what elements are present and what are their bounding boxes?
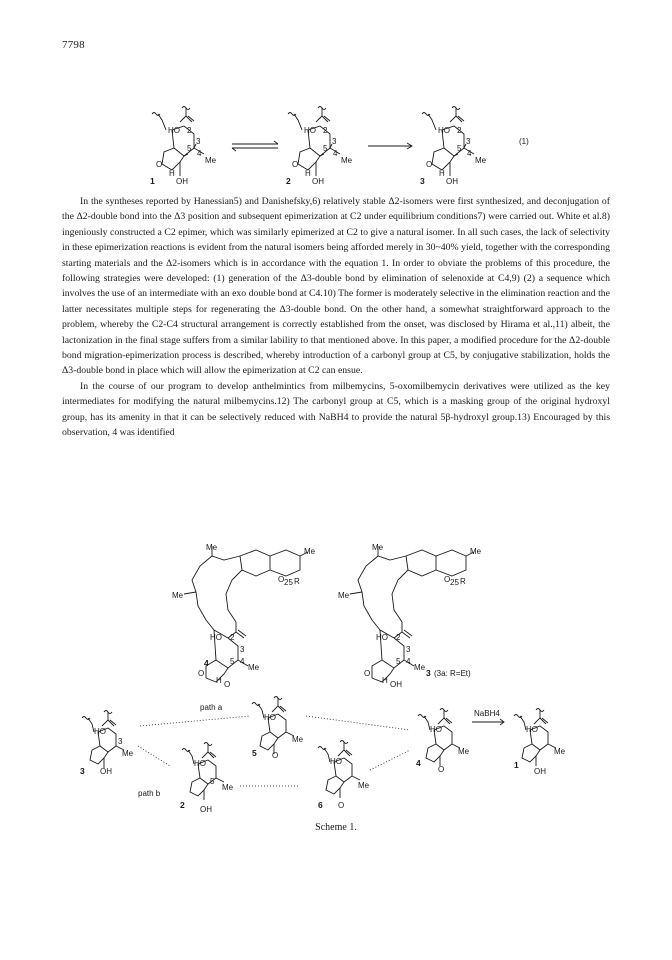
- compound-3-structure: [420, 107, 487, 187]
- label-o: O: [272, 751, 279, 760]
- compound-3-macro-structure: [338, 543, 482, 688]
- label-me-right: Me: [470, 547, 482, 556]
- macrocycle-figure: [170, 540, 510, 688]
- label-o-25: O: [444, 575, 451, 584]
- label-r: R: [294, 577, 300, 586]
- compound-4-structure: [172, 543, 316, 688]
- label-ho: HO: [210, 633, 222, 642]
- label-ho: HO: [168, 126, 180, 135]
- label-c3: 3: [466, 137, 471, 146]
- compound-number: 3: [80, 766, 85, 776]
- body-text: [62, 194, 610, 441]
- page-number: 7798: [62, 39, 85, 51]
- label-ho: HO: [526, 725, 538, 734]
- path-a-arrow: [140, 716, 250, 726]
- scheme-compound-4: [416, 709, 470, 775]
- compound-number: 2: [180, 800, 185, 810]
- scheme-compound-1: [514, 709, 566, 777]
- label-h: H: [216, 676, 222, 685]
- label-o: O: [426, 160, 433, 169]
- scheme-compound-2: [180, 743, 234, 815]
- label-o: O: [364, 669, 371, 678]
- paragraph: In the course of our program to develop anthelmintics from milbemycins, 5-oxomilbemycin derivatives were utilized as the key intermediates for modifying the natural milbemycins.12) The carbonyl group at C5, which is a masking group of the original hydroxyl group, has its amenity in that it can be selectively reduced with NaBH4 to provide the natural 5β-hydroxyl group.13) Encouraged by this observation, 4 was identified: [62, 380, 610, 439]
- label-c2: 2: [396, 633, 401, 642]
- label-me: Me: [222, 783, 234, 792]
- label-c4: 4: [406, 657, 411, 666]
- label-c3: 3: [406, 645, 411, 654]
- label-c2: 2: [457, 126, 462, 135]
- compound-1-structure: [150, 107, 217, 187]
- label-me-top: Me: [206, 543, 218, 552]
- scheme-caption: Scheme 1.: [315, 822, 357, 833]
- label-me: Me: [341, 156, 353, 165]
- label-c2: 2: [323, 126, 328, 135]
- compound-number: 5: [252, 748, 257, 758]
- label-me: Me: [292, 735, 304, 744]
- label-ho: HO: [304, 126, 316, 135]
- label-h: H: [439, 169, 445, 178]
- label-oh: OH: [100, 767, 112, 776]
- label-c3: 3: [240, 645, 245, 654]
- equation-1-figure: [150, 100, 530, 186]
- label-c2: 2: [230, 633, 235, 642]
- label-c5: 5: [457, 144, 462, 153]
- label-c25: 25: [284, 578, 293, 587]
- label-me-left: Me: [338, 591, 350, 600]
- label-me: Me: [458, 747, 470, 756]
- label-c2: 2: [187, 126, 192, 135]
- paragraph: In the syntheses reported by Hanessian5) and Danishefsky,6) relatively stable Δ2-isomers were first synthesized, and deconjugation of the Δ2-double bond into the Δ3 position and subsequent epimerization at C2 under equilibrium conditions7) were carried out. White et al.8) ingeniously constructed a C2 epimer, which was similarly epimerized at C2 to give a natural isomer. In all such cases, the lack of selectivity in these epimerization reactions is evident from the natural isomers being afforded merely in 30~40% yield, together with the corresponding starting materials and the Δ2-isomers which is in accordance with the equation 1. In order to obviate the problems of this procedure, the following strategies were developed: (1) generation of the Δ3-double bond by elimination of selenoxide at C4,9) (2) a sequence which involves the use of an intermediate with an exo double bond at C4.10) The former is moderately selective in the elimination reaction and the latter necessitates multiple steps for regenerating the Δ3-double bond. On the other hand, a somewhat straightforward approach to the problem, whereby the C2-C4 structural arrangement is correctly established from the onset, was disclosed by Hirama et al.,11) albeit, the lactonization in the final stage suffers from a similar lability to that mentioned above. In this paper, a modified procedure for the Δ2-double bond migration-epimerization process is described, whereby introduction of a carbonyl group at C5, by conjugative stabilization, holds the Δ3-double bond in place which will allow the epimerization at C2 can ensue.: [62, 196, 610, 377]
- label-oh: OH: [312, 177, 324, 186]
- path-a-arrow-2: [306, 716, 410, 730]
- label-oh: OH: [534, 767, 546, 776]
- label-h: H: [382, 676, 388, 685]
- path-a-label: path a: [200, 703, 223, 712]
- label-o: O: [338, 801, 345, 810]
- label-c4: 4: [197, 149, 202, 158]
- label-c25: 25: [450, 578, 459, 587]
- label-o: O: [156, 160, 163, 169]
- label-r: R: [460, 577, 466, 586]
- path-b-label: path b: [138, 789, 161, 798]
- scheme-compound-5: [252, 697, 304, 761]
- label-me: Me: [205, 156, 217, 165]
- label-ho: HO: [430, 725, 442, 734]
- equilibrium-arrow: [232, 141, 278, 151]
- label-o: O: [292, 160, 299, 169]
- label-c4: 4: [333, 149, 338, 158]
- label-o: O: [438, 765, 445, 774]
- label-me-right: Me: [304, 547, 316, 556]
- compound-number: 4: [416, 758, 421, 768]
- label-me: Me: [414, 663, 426, 672]
- compound-2-structure: [286, 107, 353, 187]
- compound-number: 1: [150, 176, 155, 186]
- label-me: Me: [475, 156, 487, 165]
- label-me-left: Me: [172, 591, 184, 600]
- label-o-25: O: [278, 575, 285, 584]
- label-h: H: [305, 169, 311, 178]
- label-ho: HO: [376, 633, 388, 642]
- label-me: Me: [248, 663, 260, 672]
- path-b-arrow: [138, 746, 170, 766]
- label-c3: 3: [332, 137, 337, 146]
- compound-number: 1: [514, 760, 519, 770]
- compound-number: 6: [318, 800, 323, 810]
- compound-number: 4: [204, 658, 209, 668]
- label-c3: 3: [118, 737, 123, 746]
- label-h: H: [169, 169, 175, 178]
- label-c4: 4: [467, 149, 472, 158]
- label-c5: 5: [230, 657, 235, 666]
- label-c5: 5: [187, 144, 192, 153]
- label-me: Me: [358, 781, 370, 790]
- equation-number: (1): [519, 137, 529, 146]
- reaction-arrow: [368, 143, 412, 149]
- arrow-6-to-4: [370, 750, 410, 770]
- label-me-top: Me: [372, 543, 384, 552]
- label-ho: HO: [194, 759, 206, 768]
- label-o5: O: [224, 680, 231, 688]
- reagent-label: NaBH4: [474, 709, 500, 718]
- compound-variant-label: (3a: R=Et): [434, 669, 471, 678]
- label-oh: OH: [390, 680, 402, 688]
- label-c4: 4: [240, 657, 245, 666]
- scheme-1-figure: [80, 690, 600, 818]
- label-c5: 5: [210, 777, 215, 786]
- label-o: O: [198, 669, 205, 678]
- compound-number: 3: [420, 176, 425, 186]
- compound-number: 3: [426, 668, 431, 678]
- label-me: Me: [122, 749, 134, 758]
- label-c5: 5: [396, 657, 401, 666]
- label-ho: HO: [438, 126, 450, 135]
- label-oh: OH: [200, 805, 212, 814]
- label-c5: 5: [323, 144, 328, 153]
- scheme-compound-6: [318, 741, 370, 811]
- label-oh: OH: [446, 177, 458, 186]
- compound-number: 2: [286, 176, 291, 186]
- label-ho: HO: [94, 727, 106, 736]
- label-ho: HO: [264, 713, 276, 722]
- label-ho: HO: [330, 757, 342, 766]
- label-oh: OH: [176, 177, 188, 186]
- label-me: Me: [554, 747, 566, 756]
- scheme-compound-3: [80, 711, 134, 777]
- label-c3: 3: [196, 137, 201, 146]
- reduction-arrow: [472, 719, 504, 725]
